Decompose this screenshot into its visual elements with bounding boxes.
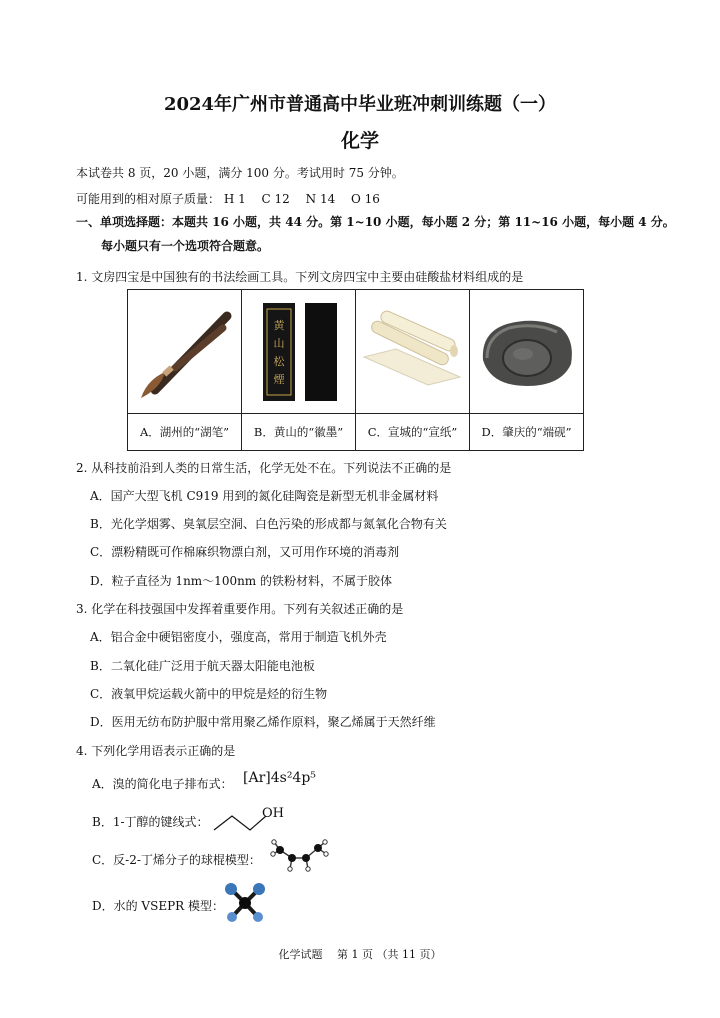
q1-option-a: A．湖州的“湖笔”: [128, 414, 242, 451]
q3-option-c: C．液氧甲烷运载火箭中的甲烷是烃的衍生物: [90, 687, 328, 701]
butanol-oh-label: OH: [262, 806, 284, 821]
q2-option-b: B．光化学烟雾、臭氧层空洞、白色污染的形成都与氮氧化合物有关: [90, 517, 447, 531]
paper-rolls-image: [358, 307, 468, 397]
q4-option-b-label: B．1-丁醇的键线式：: [92, 815, 209, 829]
section-heading-line-1: 一、单项选择题：本题共 16 小题，共 44 分。第 1~10 小题，每小题 2 分；第 11~16 小题，每小题 4 分。: [76, 215, 675, 229]
q3-option-a: A．铝合金中硬铝密度小，强度高，常用于制造飞机外壳: [90, 630, 387, 644]
svg-text:煙: 煙: [273, 372, 284, 386]
svg-text:松: 松: [273, 354, 284, 368]
trans-2-butene-ball-stick-model: [270, 836, 330, 876]
q3-option-d: D．医用无纺布防护服中常用聚乙烯作原料，聚乙烯属于天然纤维: [90, 715, 436, 729]
q1-image-cell-a: [128, 290, 242, 414]
q2-option-d: D．粒子直径为 1nm～100nm 的铁粉材料，不属于胶体: [90, 574, 393, 588]
subject-title: 化学: [340, 130, 379, 152]
q1-image-cell-b: [242, 290, 356, 414]
q3-stem: 3. 化学在科技强国中发挥着重要作用。下列有关叙述正确的是: [76, 602, 404, 616]
water-vsepr-model: [222, 880, 268, 926]
q2-option-a: A．国产大型飞机 C919 用到的氮化硅陶瓷是新型无机非金属材料: [90, 489, 439, 503]
page-title: 2024年广州市普通高中毕业班冲刺训练题（一）: [163, 94, 557, 115]
q4-stem: 4. 下列化学用语表示正确的是: [76, 744, 236, 758]
q2-option-c: C．漂粉精既可作棉麻织物漂白剂，又可用作环境的消毒剂: [90, 545, 400, 559]
q1-image-cell-c: [356, 290, 470, 414]
q4-option-d-label: D．水的 VSEPR 模型：: [92, 899, 225, 913]
q3-option-b: B．二氧化硅广泛用于航天器太阳能电池板: [90, 659, 315, 673]
q2-stem: 2. 从科技前沿到人类的日常生活，化学无处不在。下列说法不正确的是: [76, 461, 452, 475]
q1-option-b: B．黄山的“徽墨”: [242, 414, 356, 451]
q4-option-a-label: A．溴的简化电子排布式：: [92, 777, 233, 791]
q1-option-d: D．肇庆的“端砚”: [470, 414, 584, 451]
q1-image-table: [127, 289, 584, 451]
svg-text:山: 山: [273, 336, 284, 350]
brush-image: [135, 302, 235, 402]
section-heading-line-2: 每小题只有一个选项符合题意。: [101, 239, 270, 253]
q4-option-c-label: C．反-2-丁烯分子的球棍模型：: [92, 853, 261, 867]
svg-text:黄: 黄: [273, 318, 284, 332]
ink-stick-image: [249, 299, 349, 405]
q1-image-cell-d: [470, 290, 584, 414]
page-footer: 化学试题 第 1 页 （共 11 页）: [278, 948, 442, 961]
q4-option-a-config: [Ar]4s²4p⁵: [243, 770, 316, 786]
intro-line-1: 本试卷共 8 页，20 小题，满分 100 分。考试用时 75 分钟。: [76, 166, 404, 180]
q1-stem: 1. 文房四宝是中国独有的书法绘画工具。下列文房四宝中主要由硅酸盐材料组成的是: [76, 270, 524, 284]
q1-option-c: C．宣城的“宣纸”: [356, 414, 470, 451]
ink-stone-image: [477, 312, 577, 392]
intro-line-2: 可能用到的相对原子质量： H 1 C 12 N 14 O 16: [76, 192, 380, 206]
